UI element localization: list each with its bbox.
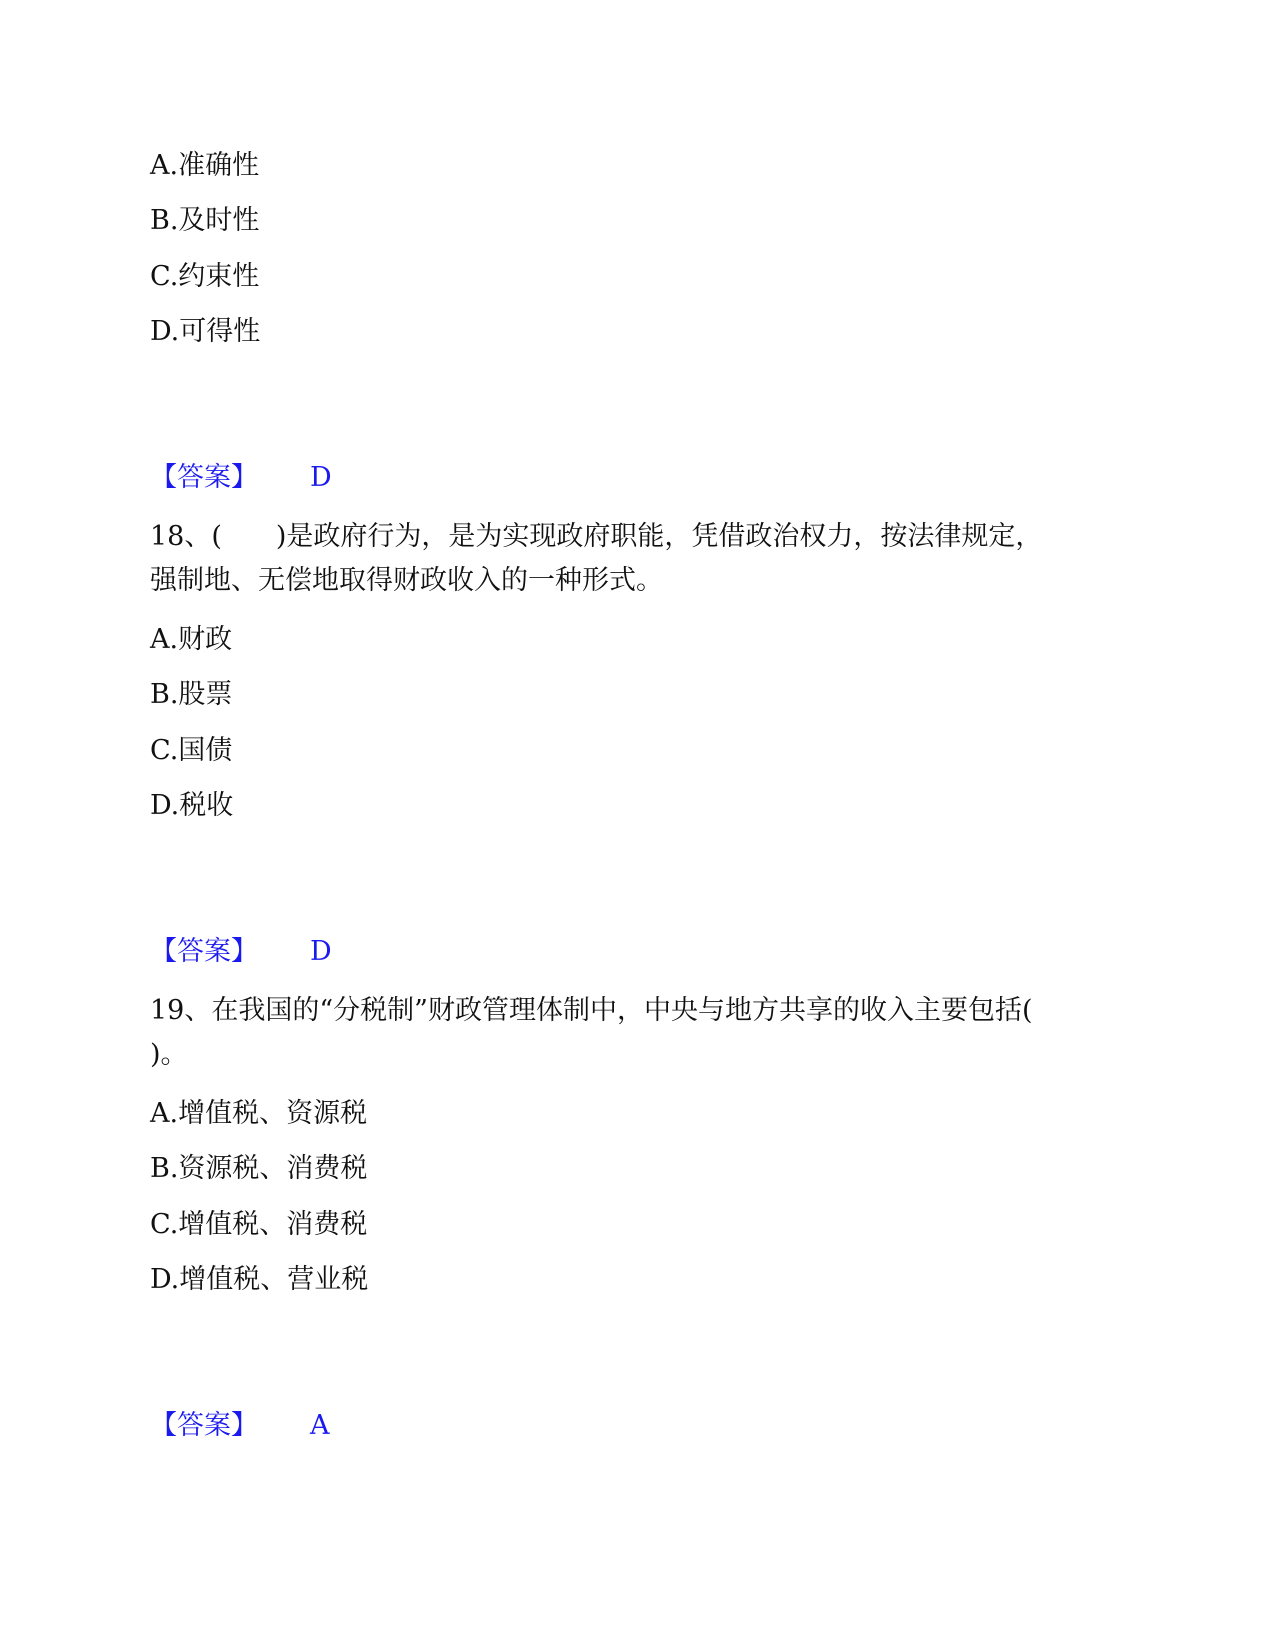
q19-option-d: D.增值税、营业税 (150, 1264, 369, 1295)
q19-answer-label: 【答案】 (150, 1410, 258, 1441)
q18-stem-line1: 18、( )是政府行为，是为实现政府职能，凭借政治权力，按法律规定， (150, 521, 1043, 552)
q19-option-b: B.资源税、消费税 (150, 1153, 368, 1184)
q18-option-b: B.股票 (150, 679, 233, 710)
q19-stem-line2: )。 (150, 1039, 188, 1070)
q17-option-c: C.约束性 (150, 261, 260, 292)
q18-answer (150, 935, 332, 969)
q18-option-d: D.税收 (150, 790, 234, 821)
q19-option-a: A.增值税、资源税 (150, 1098, 368, 1129)
q17-answer (150, 461, 332, 495)
q18-option-c: C.国债 (150, 735, 233, 766)
q19-option-c: C.增值税、消费税 (150, 1209, 368, 1240)
q19-answer-value: A (310, 1410, 330, 1441)
q18-stem-line2: 强制地、无偿地取得财政收入的一种形式。 (150, 565, 663, 596)
q17-option-b: B.及时性 (150, 205, 260, 236)
q18-answer-label: 【答案】 (150, 936, 258, 967)
q17-option-d: D.可得性 (150, 316, 261, 347)
q18-answer-value: D (310, 936, 332, 967)
q19-stem-line1: 19、在我国的“分税制”财政管理体制中，中央与地方共享的收入主要包括( (150, 995, 1033, 1026)
q17-answer-value: D (310, 462, 332, 493)
q19-answer (150, 1409, 330, 1443)
q17-answer-label: 【答案】 (150, 462, 258, 493)
q18-option-a: A.财政 (150, 624, 233, 655)
q17-option-a: A.准确性 (150, 150, 260, 181)
